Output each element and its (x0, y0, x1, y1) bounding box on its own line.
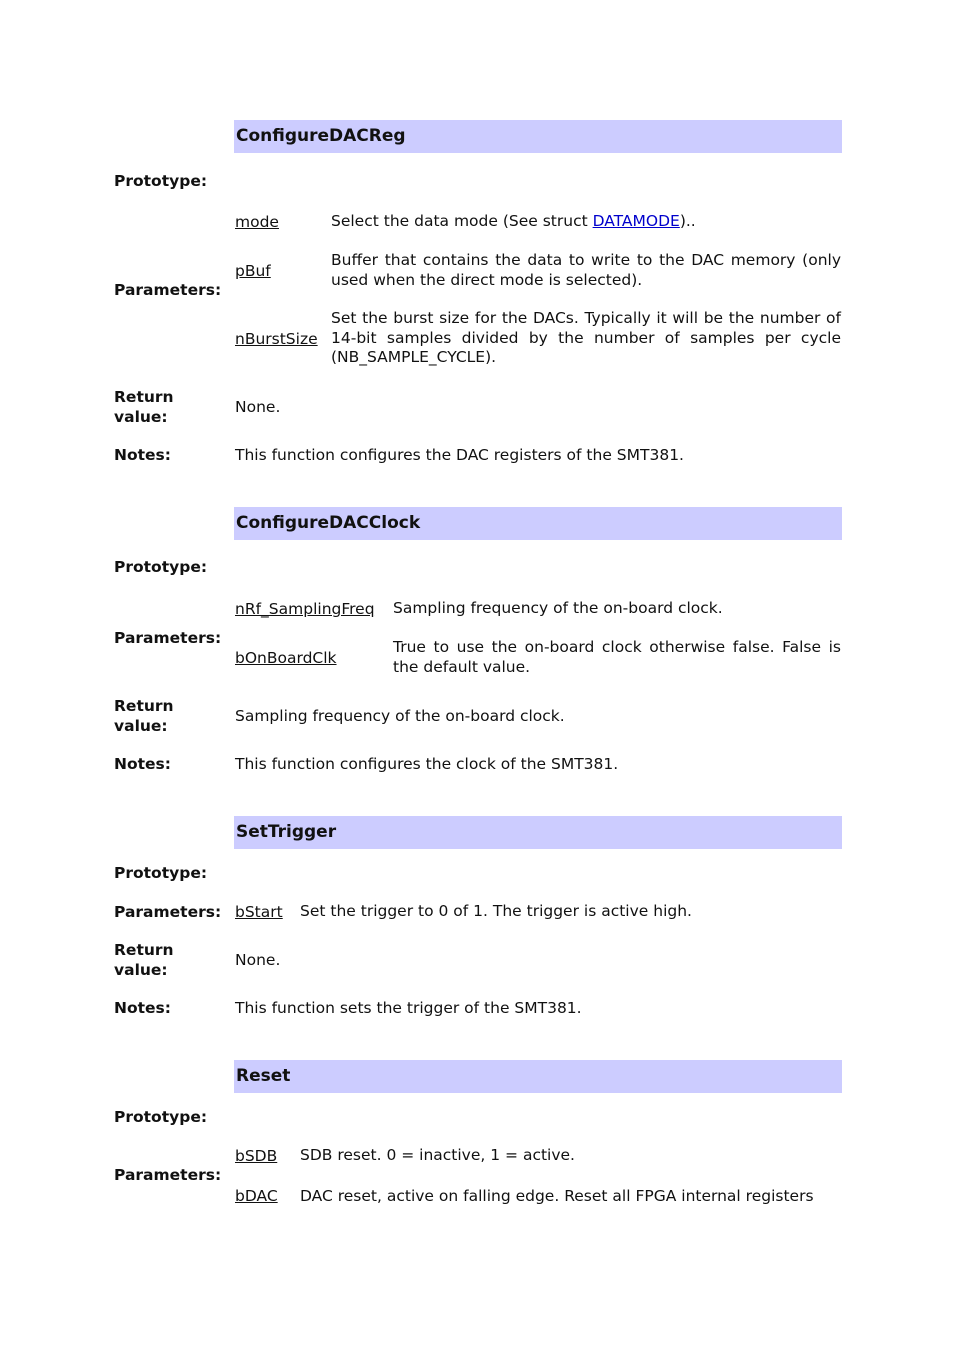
section-header (234, 120, 842, 153)
param-description: Set the burst size for the DACs. Typically it will be the number of 14-bit samples divided by the number of samples per cycle (NB_SAMPLE_CYCLE). (331, 309, 841, 366)
param-description: True to use the on-board clock otherwise false. False is the default value. (393, 638, 841, 676)
section-title: ConfigureDACReg (236, 126, 406, 146)
param-description-text: ).. (679, 212, 696, 230)
parameters-label: Parameters: (114, 629, 222, 647)
prototype-label: Prototype: (114, 864, 208, 882)
section-header (234, 1060, 842, 1093)
notes-label: Notes: (114, 755, 171, 773)
notes-text: This function configures the DAC registers of the SMT381. (235, 446, 684, 464)
return-label-line: Return (114, 941, 174, 959)
param-name-link[interactable]: bDAC (235, 1187, 278, 1205)
parameters-label: Parameters: (114, 281, 222, 299)
return-label (114, 387, 174, 427)
notes-label: Notes: (114, 446, 171, 464)
param-description-text: Select the data mode (See struct (331, 212, 593, 230)
section-title: SetTrigger (236, 822, 337, 842)
param-name-link[interactable]: nRf_SamplingFreq (235, 600, 375, 618)
param-name-link[interactable]: bSDB (235, 1147, 278, 1165)
return-label-line: value: (114, 717, 168, 735)
section-title: Reset (236, 1066, 291, 1086)
param-description: DAC reset, active on falling edge. Reset all FPGA internal registers (300, 1187, 814, 1205)
param-name-link[interactable]: bOnBoardClk (235, 649, 337, 667)
param-name-link[interactable]: nBurstSize (235, 330, 318, 348)
param-description: Buffer that contains the data to write to the DAC memory (only used when the direct mode is selected). (331, 251, 841, 289)
section-header (234, 507, 842, 540)
param-description: SDB reset. 0 = inactive, 1 = active. (300, 1146, 575, 1164)
notes-label: Notes: (114, 999, 171, 1017)
prototype-label: Prototype: (114, 1108, 208, 1126)
return-label-line: Return (114, 697, 174, 715)
notes-text: This function sets the trigger of the SMT381. (235, 999, 582, 1017)
parameters-label: Parameters: (114, 1166, 222, 1184)
section-header (234, 816, 842, 849)
return-label-line: Return (114, 388, 174, 406)
param-description (331, 212, 841, 232)
section-title: ConfigureDACClock (236, 513, 421, 533)
return-label-line: value: (114, 961, 168, 979)
param-name-link[interactable]: pBuf (235, 262, 271, 280)
return-label (114, 940, 174, 980)
return-value: Sampling frequency of the on-board clock. (235, 707, 565, 725)
param-name-link[interactable]: mode (235, 213, 279, 231)
return-value: None. (235, 951, 281, 969)
param-description: Sampling frequency of the on-board clock. (393, 599, 723, 617)
return-label-line: value: (114, 408, 168, 426)
parameters-label: Parameters: (114, 903, 222, 921)
param-name-link[interactable]: bStart (235, 903, 283, 921)
return-label (114, 696, 174, 736)
return-value: None. (235, 398, 281, 416)
prototype-label: Prototype: (114, 172, 208, 190)
notes-text: This function configures the clock of the SMT381. (235, 755, 619, 773)
datamode-link[interactable]: DATAMODE (592, 212, 680, 230)
param-description: Set the trigger to 0 of 1. The trigger is active high. (300, 902, 692, 920)
prototype-label: Prototype: (114, 558, 208, 576)
